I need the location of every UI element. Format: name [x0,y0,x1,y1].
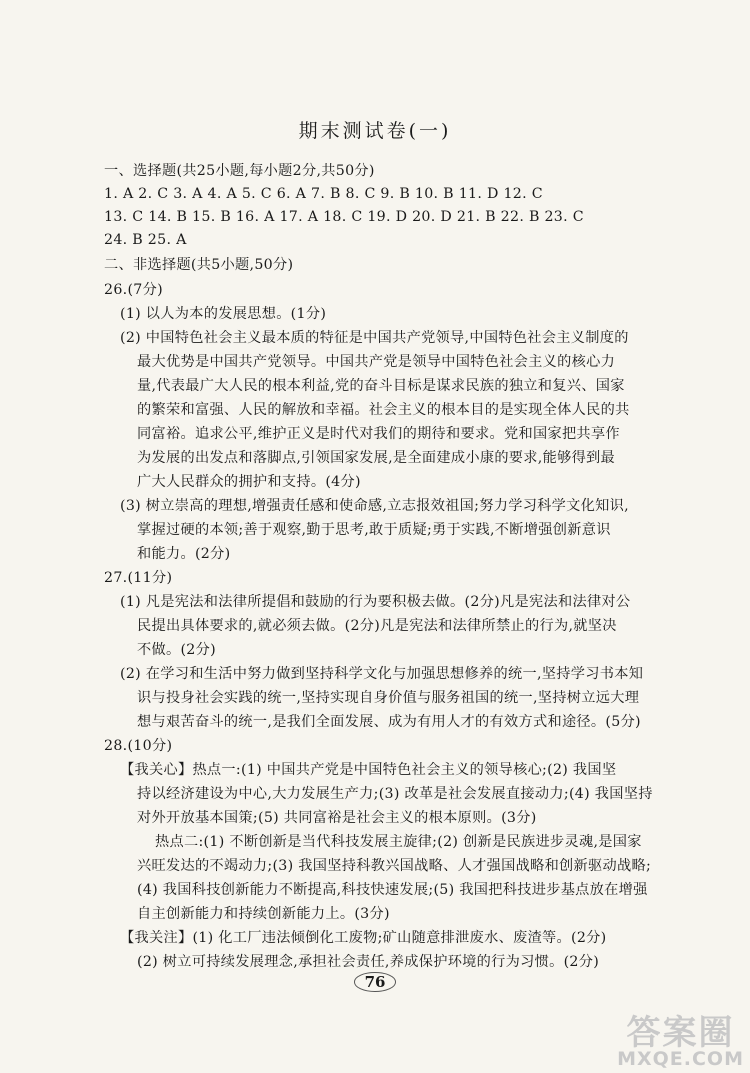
answer-line: (2) 中国特色社会主义最本质的特征是中国共产党领导,中国特色社会主义制度的 [120,330,629,346]
answer-line: 不做。(2分) [137,642,216,658]
answer-line: (3) 树立崇高的理想,增强责任感和使命感,立志报效祖国;努力学习科学文化知识, [120,498,629,514]
answer-line: 识与投身社会实践的统一,坚持实现自身价值与服务祖国的统一,坚持树立远大理 [137,690,640,706]
page-number [0,972,750,992]
answer-line: 同富裕。追求公平,维护正义是时代对我们的期待和要求。党和国家把共享作 [137,426,620,442]
answer-line: 【我关注】(1) 化工厂违法倾倒化工废物;矿山随意排泄废水、废渣等。(2分) [120,930,607,946]
question-heading: 28.(10分) [104,738,173,754]
answer-line: 最大优势是中国共产党领导。中国共产党是领导中国特色社会主义的核心力 [137,354,616,370]
answer-line: (4) 我国科技创新能力不断提高,科技快速发展;(5) 我国把科技进步基点放在增强 [137,882,648,898]
answer-line: 量,代表最广大人民的根本利益,党的奋斗目标是谋求民族的独立和复兴、国家 [137,378,625,394]
answer-line: (1) 以人为本的发展思想。(1分) [120,306,327,322]
page-number-text: 76 [354,972,397,992]
answer-line: 兴旺发达的不竭动力;(3) 我国坚持科教兴国战略、人才强国战略和创新驱动战略; [137,858,652,874]
watermark-logo [617,1013,744,1070]
answer-row: 1. A 2. C 3. A 4. A 5. C 6. A 7. B 8. C 9. B 10. B 11. D 12. C [104,186,543,202]
question-heading: 27.(11分) [104,570,173,586]
answer-line: 和能力。(2分) [137,546,231,562]
answer-line: 民提出具体要求的,就必须去做。(2分)凡是宪法和法律所禁止的行为,就坚决 [137,618,617,634]
answer-line: 自主创新能力和持续创新能力上。(3分) [137,906,390,922]
answer-line: 热点二:(1) 不断创新是当代科技发展主旋律;(2) 创新是民族进步灵魂,是国家 [155,834,642,850]
question-heading: 26.(7分) [104,282,163,298]
answer-line: (2) 树立可持续发展理念,承担社会责任,养成保护环境的行为习惯。(2分) [137,954,600,970]
answer-line: 【我关心】热点一:(1) 中国共产党是中国特色社会主义的领导核心;(2) 我国坚 [120,762,617,778]
answer-line: 掌握过硬的本领;善于观察,勤于思考,敢于质疑;勇于实践,不断增强创新意识 [137,522,611,538]
answer-row: 24. B 25. A [104,232,187,248]
page-title: 期末测试卷(一) [298,120,452,142]
answer-line: 的繁荣和富强、人民的解放和幸福。社会主义的根本目的是实现全体人民的共 [137,402,630,418]
watermark-main: 答案圈 [626,1013,735,1053]
answer-line: 广大人民群众的拥护和支持。(4分) [137,474,361,490]
answer-line: 持以经济建设为中心,大力发展生产力;(3) 改革是社会发展直接动力;(4) 我国坚持 [137,786,653,802]
answer-row: 13. C 14. B 15. B 16. A 17. A 18. C 19. D 20. D 21. B 22. B 23. C [104,209,584,225]
section-heading-choice: 一、选择题(共25小题,每小题2分,共50分) [104,163,375,179]
section-heading-non-choice: 二、非选择题(共5小题,50分) [104,257,294,273]
answer-line: (1) 凡是宪法和法律所提倡和鼓励的行为要积极去做。(2分)凡是宪法和法律对公 [120,594,631,610]
answer-line: (2) 在学习和生活中努力做到坚持科学文化与加强思想修养的统一,坚持学习书本知 [120,666,644,682]
watermark-sub: MXQE.COM [617,1048,744,1070]
answer-line: 为发展的出发点和落脚点,引领国家发展,是全面建成小康的要求,能够得到最 [137,450,616,466]
answer-line: 想与艰苦奋斗的统一,是我们全面发展、成为有用人才的有效方式和途径。(5分) [137,714,641,730]
answer-line: 对外开放基本国策;(5) 共同富裕是社会主义的根本原则。(3分) [137,810,537,826]
